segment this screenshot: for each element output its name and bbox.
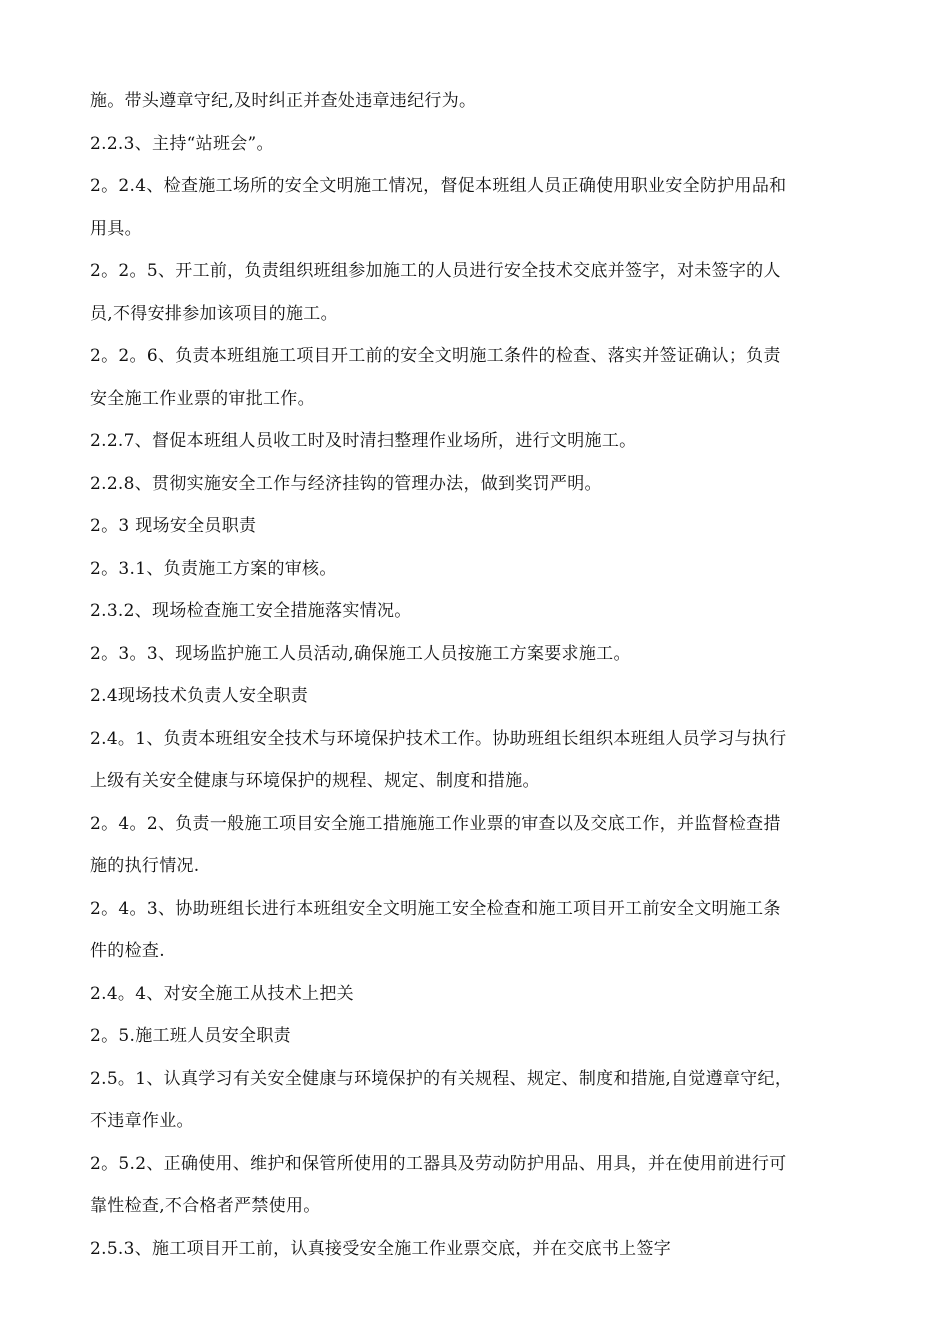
text-line: 安全施工作业票的审批工作。 xyxy=(90,388,315,409)
text-line: 施的执行情况. xyxy=(90,856,200,876)
section-heading: 2.4现场技术负责人安全职责 xyxy=(90,686,309,706)
text-line: 2.5.3、施工项目开工前，认真接受安全施工作业票交底，并在交底书上签字 xyxy=(90,1238,672,1259)
text-line: 2.2.3、主持“站班会”。 xyxy=(90,133,274,154)
text-line: 2.2.8、贯彻实施安全工作与经济挂钩的管理办法，做到奖罚严明。 xyxy=(90,473,602,494)
text-line: 不违章作业。 xyxy=(90,1111,194,1131)
text-line: 2。2。5、开工前，负责组织班组参加施工的人员进行安全技术交底并签字，对未签字的人 xyxy=(90,261,781,281)
text-line: 2。4。2、负责一般施工项目安全施工措施施工作业票的审查以及交底工作，并监督检查措 xyxy=(90,813,781,834)
text-line: 2。3.1、负责施工方案的审核。 xyxy=(90,558,337,579)
text-line: 2。2.4、检查施工场所的安全文明施工情况，督促本班组人员正确使用职业安全防护用品和 xyxy=(90,176,787,196)
text-line: 2。2。6、负责本班组施工项目开工前的安全文明施工条件的检查、落实并签证确认；负责 xyxy=(90,346,781,366)
text-line: 上级有关安全健康与环境保护的规程、规定、制度和措施。 xyxy=(90,771,540,791)
text-line: 员,不得安排参加该项目的施工。 xyxy=(90,303,338,324)
text-line: 2.3.2、现场检查施工安全措施落实情况。 xyxy=(90,601,412,621)
text-line: 2.4。1、负责本班组安全技术与环境保护技术工作。协助班组长组织本班组人员学习与执行 xyxy=(90,728,787,749)
text-line: 2.4。4、对安全施工从技术上把关 xyxy=(90,983,354,1004)
text-line: 2。5.2、正确使用、维护和保管所使用的工器具及劳动防护用品、用具，并在使用前进行可 xyxy=(90,1153,787,1174)
text-line: 2。3。3、现场监护施工人员活动,确保施工人员按施工方案要求施工。 xyxy=(90,643,631,664)
document-page xyxy=(90,84,870,1274)
text-line: 2.2.7、督促本班组人员收工时及时清扫整理作业场所，进行文明施工。 xyxy=(90,431,637,451)
section-heading: 2。3 现场安全员职责 xyxy=(90,516,257,536)
text-line: 2.5。1、认真学习有关安全健康与环境保护的有关规程、规定、制度和措施,自觉遵章守纪， xyxy=(90,1068,793,1089)
text-line: 件的检查. xyxy=(90,941,165,961)
text-line: 用具。 xyxy=(90,218,142,239)
section-heading: 2。5.施工班人员安全职责 xyxy=(90,1026,291,1046)
text-line: 2。4。3、协助班组长进行本班组安全文明施工安全检查和施工项目开工前安全文明施工条 xyxy=(90,898,781,919)
text-line: 施。带头遵章守纪,及时纠正并查处违章违纪行为。 xyxy=(90,91,477,111)
text-line: 靠性检查,不合格者严禁使用。 xyxy=(90,1196,321,1216)
